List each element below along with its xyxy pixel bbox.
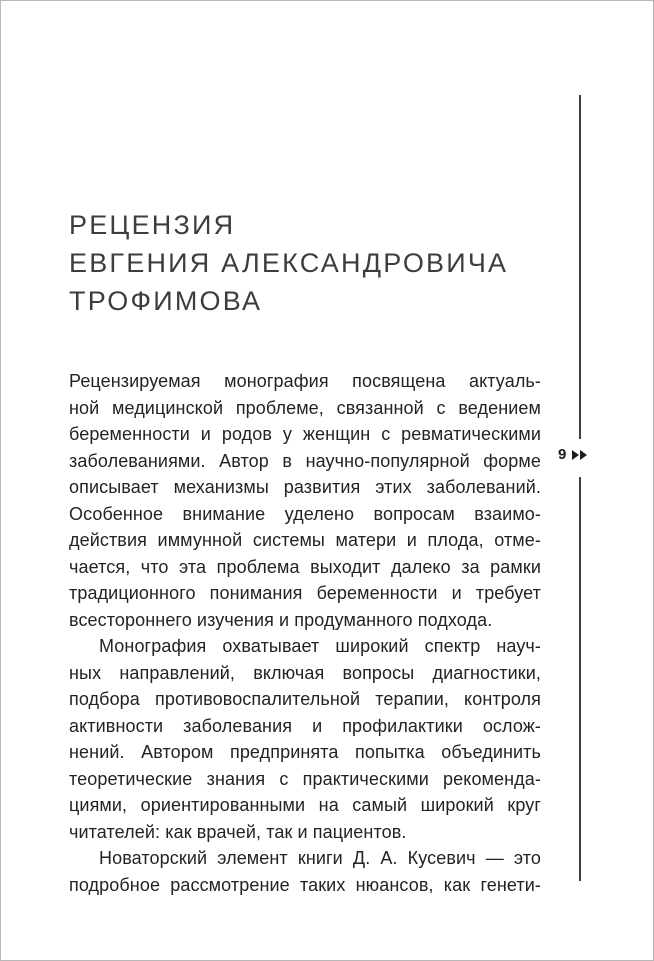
text-line: Особенное внимание уделено вопросам взаимо- (69, 503, 541, 524)
chapter-title-line: ТРОФИМОВА (69, 286, 263, 316)
text-line: беременности и родов у женщин с ревматическими (69, 424, 541, 444)
text-line: традиционного понимания беременности и требует (69, 583, 541, 603)
text-line: описывает механизмы развития этих заболеваний. (69, 477, 541, 497)
text-line: Монография охватывает широкий спектр науч- (99, 636, 541, 656)
text-line: заболеваниями. Автор в научно-популярной форме (69, 450, 541, 471)
text-line: активности заболевания и профилактики ослож- (69, 715, 541, 736)
text-line: всестороннего изучения и продуманного подхода. (69, 609, 493, 630)
text-line: чается, что эта проблема выходит далеко за рамки (69, 556, 541, 577)
chapter-title-line: РЕЦЕНЗИЯ (69, 210, 236, 240)
page-number: 9 (558, 446, 567, 463)
page-marker (558, 446, 588, 464)
paragraph (69, 633, 541, 845)
margin-rule-top (579, 95, 581, 439)
paragraph (69, 368, 541, 633)
text-line: ной медицинской проблеме, связанной с ведением (69, 397, 541, 418)
chapter-title (69, 206, 569, 320)
margin-rule-bottom (579, 477, 581, 881)
paragraph (69, 845, 541, 898)
text-line: действия иммунной системы матери и плода, отме- (69, 530, 541, 550)
body-text (69, 368, 541, 898)
text-line: читателей: как врачей, так и пациентов. (69, 821, 407, 842)
text-line: подбора противовоспалительной терапии, контроля (69, 689, 541, 709)
text-line: подробное рассмотрение таких нюансов, как генети- (69, 874, 541, 895)
text-line: ных направлений, включая вопросы диагностики, (69, 662, 541, 683)
double-chevron-right-icon (571, 449, 588, 461)
text-line: Рецензируемая монография посвящена актуаль- (69, 371, 541, 391)
chapter-title-line: ЕВГЕНИЯ АЛЕКСАНДРОВИЧА (69, 248, 509, 278)
text-line: циями, ориентированными на самый широкий круг (69, 795, 541, 815)
text-line: Новаторский элемент книги Д. А. Кусевич — это (99, 848, 541, 868)
text-line: нений. Автором предпринята попытка объединить (69, 742, 541, 762)
text-line: теоретические знания с практическими рекоменда- (69, 768, 541, 789)
